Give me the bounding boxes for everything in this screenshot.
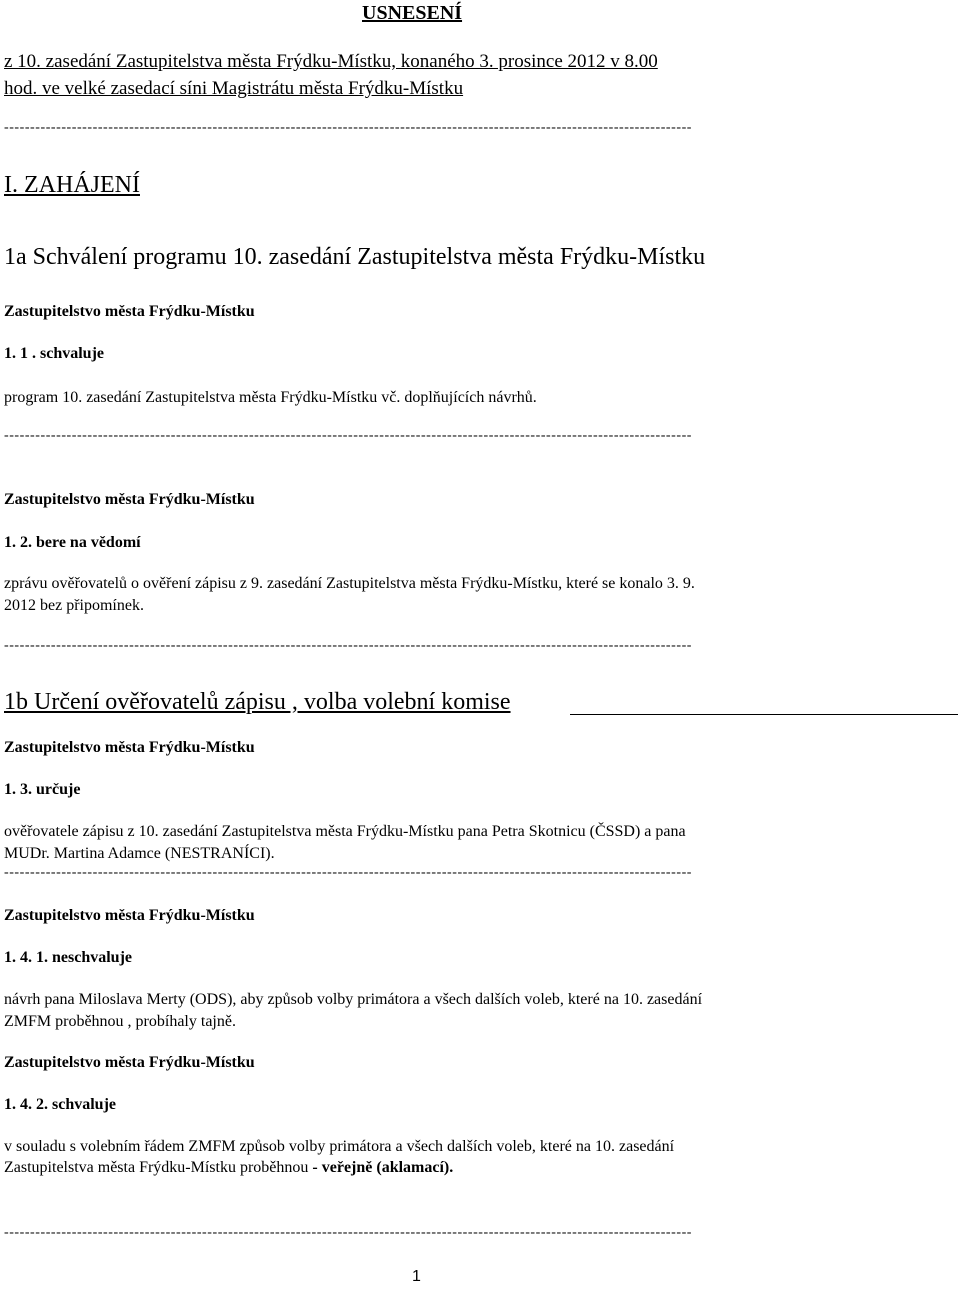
- resolution-text-bold: - veřejně (aklamací).: [312, 1159, 454, 1176]
- resolution-text: zprávu ověřovatelů o ověření zápisu z 9. zasedání Zastupitelstva města Frýdku-Místku, které se konalo 3. 9.: [4, 575, 695, 592]
- document-title: USNESENÍ: [362, 2, 463, 24]
- resolution-text-plain: Zastupitelstva města Frýdku-Místku proběhnou: [4, 1159, 313, 1176]
- header-line-1: z 10. zasedání Zastupitelstva města Frýdku-Místku, konaného 3. prosince 2012 v 8.00: [4, 51, 658, 72]
- resolution-text: návrh pana Miloslava Merty (ODS), aby způsob volby primátora a všech dalších voleb, které na 10. zasedání: [4, 991, 703, 1008]
- resolution-heading: 1. 2. bere na vědomí: [4, 534, 141, 551]
- header-line-2: hod. ve velké zasedací síni Magistrátu města Frýdku-Místku: [4, 78, 464, 99]
- subsection-heading-1b: 1b Určení ověřovatelů zápisu , volba volební komise: [4, 689, 511, 715]
- resolution-text: [4, 1159, 453, 1177]
- separator-line: ------------------------------------------------------------------------------------------------------------------------------------: [4, 1225, 692, 1240]
- resolution-heading: 1. 4. 2. schvaluje: [4, 1096, 116, 1113]
- resolution-text: program 10. zasedání Zastupitelstva města Frýdku-Místku vč. doplňujících návrhů.: [4, 389, 537, 406]
- council-label: Zastupitelstvo města Frýdku-Místku: [4, 907, 255, 924]
- separator-line: ------------------------------------------------------------------------------------------------------------------------------------: [4, 865, 692, 880]
- resolution-heading: 1. 4. 1. neschvaluje: [4, 949, 132, 966]
- subsection-heading-1a: 1a Schválení programu 10. zasedání Zastupitelstva města Frýdku-Místku: [4, 244, 706, 270]
- resolution-text: MUDr. Martina Adamce (NESTRANÍCI).: [4, 845, 275, 862]
- page-number: 1: [412, 1268, 421, 1285]
- separator-line: ------------------------------------------------------------------------------------------------------------------------------------: [4, 120, 692, 135]
- resolution-text: v souladu s volebním řádem ZMFM způsob volby primátora a všech dalších voleb, které na 10. zasedání: [4, 1138, 675, 1155]
- resolution-text: ZMFM proběhnou , probíhaly tajně.: [4, 1013, 236, 1030]
- heading-underline: [570, 714, 958, 715]
- separator-line: ------------------------------------------------------------------------------------------------------------------------------------: [4, 638, 692, 653]
- resolution-heading: 1. 3. určuje: [4, 781, 81, 798]
- separator-line: ------------------------------------------------------------------------------------------------------------------------------------: [4, 428, 692, 443]
- council-label: Zastupitelstvo města Frýdku-Místku: [4, 739, 255, 756]
- council-label: Zastupitelstvo města Frýdku-Místku: [4, 1054, 255, 1071]
- resolution-text: ověřovatele zápisu z 10. zasedání Zastupitelstva města Frýdku-Místku pana Petra Skotnicu (ČSSD) a pana: [4, 823, 686, 840]
- council-label: Zastupitelstvo města Frýdku-Místku: [4, 303, 255, 320]
- section-heading-zahajeni: I. ZAHÁJENÍ: [4, 172, 140, 198]
- council-label: Zastupitelstvo města Frýdku-Místku: [4, 491, 255, 508]
- resolution-text: 2012 bez připomínek.: [4, 597, 144, 614]
- resolution-heading: 1. 1 . schvaluje: [4, 345, 104, 362]
